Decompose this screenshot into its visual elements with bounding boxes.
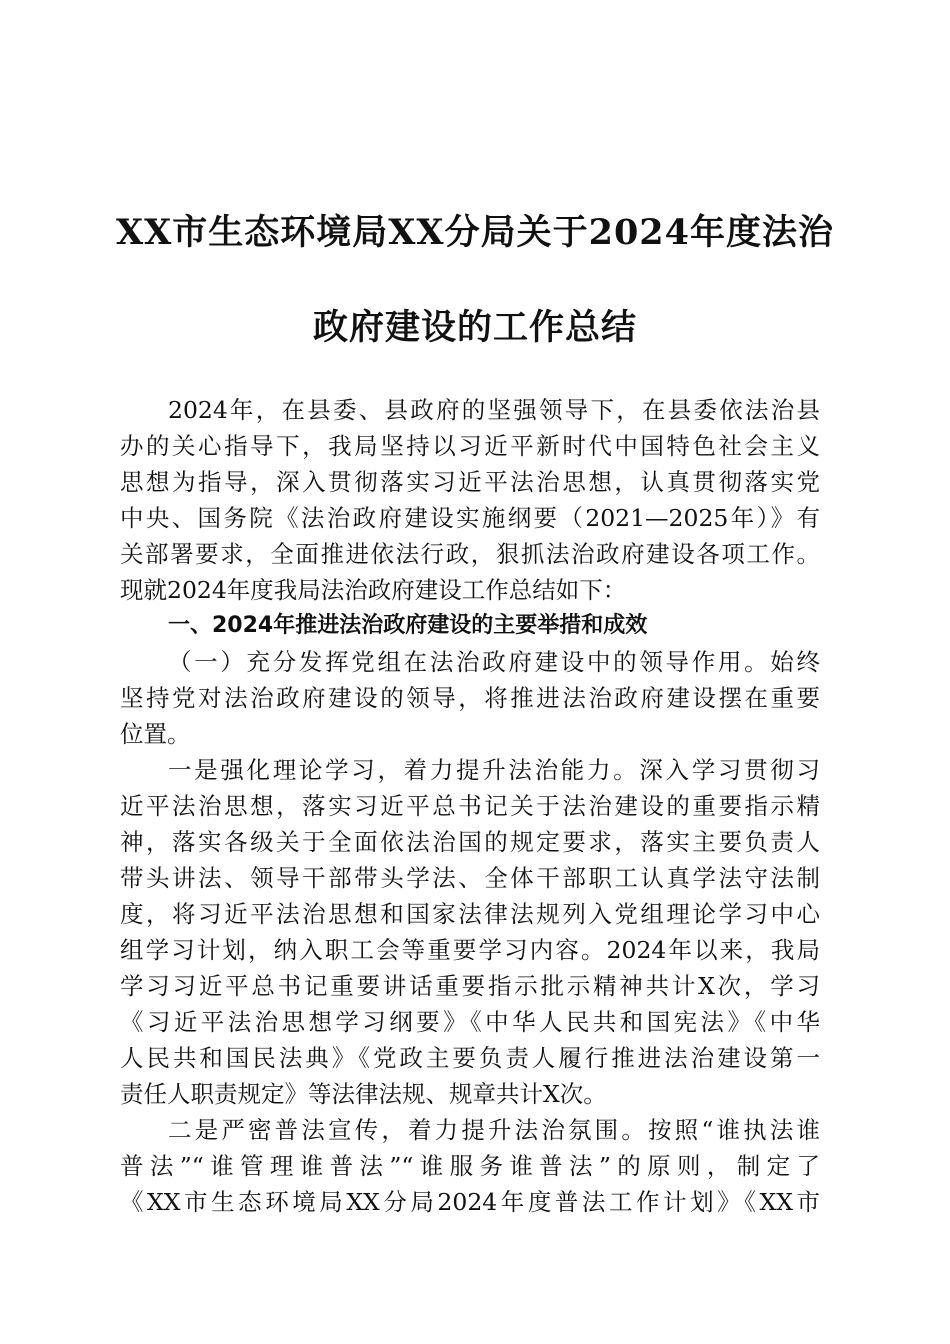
para2-line: 学习习近平总书记重要讲话重要指示批示精神共计X次，学习 [120, 972, 820, 1000]
section-heading: 一、2024年推进法治政府建设的主要举措和成效 [168, 613, 648, 638]
para3-line: 《XX市生态环境局XX分局2024年度普法工作计划》《XX市 [120, 1188, 820, 1216]
intro-line: 现就2024年度我局法治政府建设工作总结如下： [120, 576, 627, 604]
para2-line: 一是强化理论学习，着力提升法治能力。深入学习贯彻习 [168, 756, 820, 784]
para2-line: 责任人职责规定》等法律法规、规章共计X次。 [120, 1080, 607, 1108]
para3-line: 二是严密普法宣传，着力提升法治氛围。按照“谁执法谁 [168, 1116, 820, 1144]
document-title-line-1: XX市生态环境局XX分局关于2024年度法治 [115, 212, 835, 253]
intro-line: 2024年，在县委、县政府的坚强领导下，在县委依法治县 [168, 396, 820, 424]
document-body [120, 392, 820, 1220]
intro-line: 办的关心指导下，我局坚持以习近平新时代中国特色社会主义 [120, 432, 820, 460]
para1-line: 坚持党对法治政府建设的领导，将推进法治政府建设摆在重要 [120, 684, 820, 712]
intro-line: 关部署要求，全面推进依法行政，狠抓法治政府建设各项工作。 [120, 540, 820, 568]
para2-line: 带头讲法、领导干部带头学法、全体干部职工认真学法守法制 [120, 864, 820, 892]
intro-line: 中央、国务院《法治政府建设实施纲要（2021—2025年）》有 [120, 504, 820, 532]
para2-line: 神，落实各级关于全面依法治国的规定要求，落实主要负责人 [120, 828, 820, 856]
para2-line: 人民共和国民法典》《党政主要负责人履行推进法治建设第一 [120, 1044, 820, 1072]
document-title-line-2: 政府建设的工作总结 [312, 307, 637, 348]
para1-line: 位置。 [120, 720, 191, 748]
para2-line: 度，将习近平法治思想和国家法律法规列入党组理论学习中心 [120, 900, 820, 928]
intro-line: 思想为指导，深入贯彻落实习近平法治思想，认真贯彻落实党 [120, 468, 820, 496]
para2-line: 《习近平法治思想学习纲要》《中华人民共和国宪法》《中华 [120, 1008, 820, 1036]
para2-line: 组学习计划，纳入职工会等重要学习内容。2024年以来，我局 [120, 936, 820, 964]
para1-line: （一）充分发挥党组在法治政府建设中的领导作用。始终 [168, 648, 820, 676]
para2-line: 近平法治思想，落实习近平总书记关于法治建设的重要指示精 [120, 792, 820, 820]
para3-line: 普法”“谁管理谁普法”“谁服务谁普法”的原则，制定了 [120, 1152, 820, 1180]
